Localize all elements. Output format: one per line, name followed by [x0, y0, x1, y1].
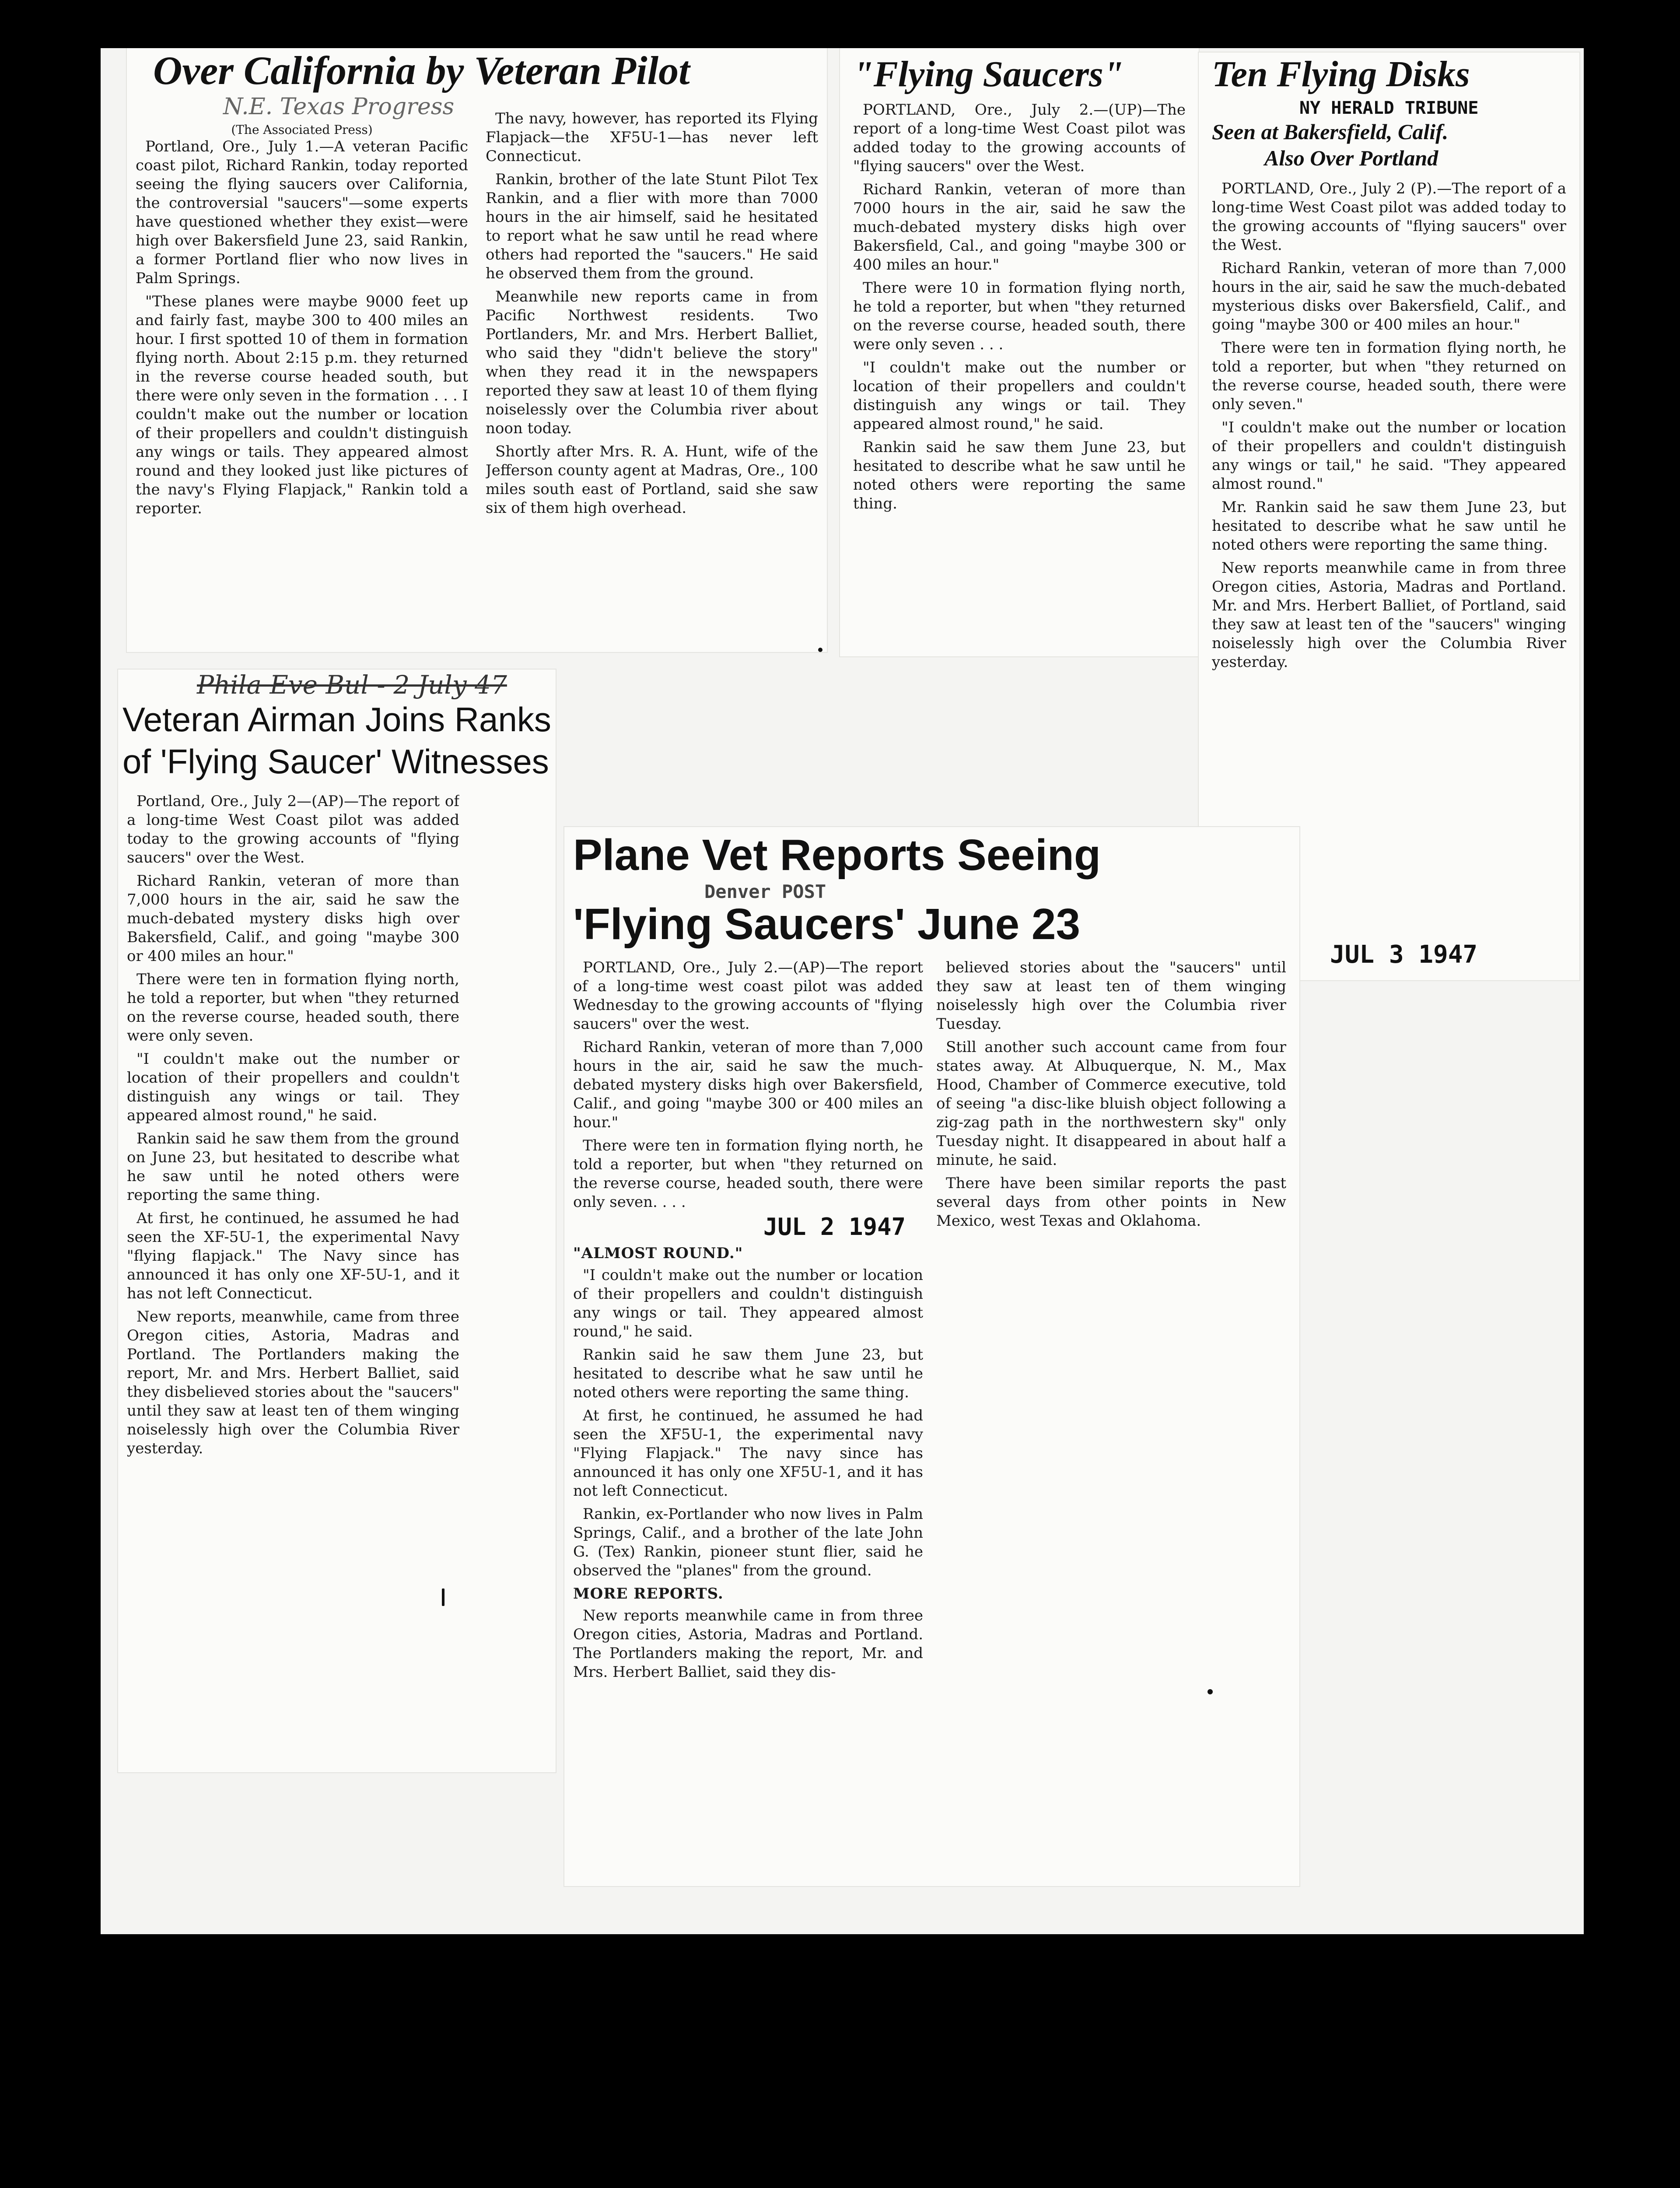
- paragraph: Richard Rankin, veteran of more than 7000 hours in the air, said he saw the much-debated mystery disks high over Bakersfield, Cal., and going "maybe 300 or 400 miles an hour.": [853, 181, 1186, 274]
- paragraph: Portland, Ore., July 2—(AP)—The report of a long-time West Coast pilot was added today to the growing accounts of "flying saucers" over the West.: [127, 792, 459, 866]
- paragraph: Portland, Ore., July 1.—A veteran Pacific coast pilot, Richard Rankin, today reported seeing the flying saucers over California, the controversial "saucers"—some experts have questioned whether they exist—were high over Bakersfield June 23, said Rankin, a former Portland flier who now lives in Palm Springs.: [136, 138, 468, 287]
- paragraph: Rankin said he saw them June 23, but hesitated to describe what he saw until he noted others were reporting the same thing.: [853, 438, 1186, 512]
- ink-speck: [818, 648, 822, 652]
- headline-veteran-airman: Veteran Airman Joins Ranks: [122, 700, 551, 739]
- column-plane-vet-1: [573, 958, 923, 1882]
- headline-plane-vet: Plane Vet Reports Seeing: [573, 831, 1101, 880]
- paragraph: "I couldn't make out the number or location of their propellers and couldn't distinguish any wings or tail. They appeared almost round," he said.: [127, 1050, 459, 1124]
- paragraph: "I couldn't make out the number or location of their propellers and couldn't distinguish any wings or tail," he said. "They appeared almost round.": [1212, 419, 1566, 493]
- source-stamp-denver-post: Denver POST: [704, 881, 826, 902]
- ink-speck: [442, 1588, 444, 1606]
- paragraph: Mr. Rankin said he saw them June 23, but hesitated to describe what he saw until he noted others were reporting the same thing.: [1212, 498, 1566, 554]
- paragraph: There were ten in formation flying north, he told a reporter, but when "they returned on the reverse course, headed south, there were only seven.": [1212, 339, 1566, 413]
- column-flying-saucers: [853, 101, 1186, 652]
- paragraph: New reports meanwhile came in from three Oregon cities, Astoria, Madras and Portland. The Portlanders making the report, Mr. and Mrs. Herbert Balliet, said they dis-: [573, 1607, 923, 1681]
- paragraph: Rankin said he saw them from the ground on June 23, but hesitated to describe what he saw until he noted others were reporting the same thing.: [127, 1130, 459, 1204]
- column-ten-flying: [1212, 179, 1566, 932]
- column-veteran-airman: [127, 792, 459, 1768]
- paragraph: Richard Rankin, veteran of more than 7,000 hours in the air, said he saw the much-debated mysterious disks over Bakersfield, Calif., and going "maybe 300 or 400 miles an hour.": [1212, 259, 1566, 333]
- wire-credit: (The Associated Press): [231, 123, 373, 137]
- column-california-1: [136, 123, 468, 648]
- column-california-2: [486, 109, 818, 643]
- paragraph: Rankin, brother of the late Stunt Pilot Tex Rankin, and a flier with more than 7000 hours in the air himself, said he hesitated to report what he saw until he read where others had reported the "saucers." He said he observed them from the ground.: [486, 171, 818, 282]
- paragraph: believed stories about the "saucers" until they saw at least ten of them winging noiselessly high over the Columbia river Tuesday.: [936, 959, 1286, 1033]
- paragraph: There have been similar reports the past several days from other points in New Mexico, west Texas and Oklahoma.: [936, 1175, 1286, 1230]
- scrapbook-page: [101, 48, 1584, 1934]
- paragraph: Rankin, ex-Portlander who now lives in Palm Springs, Calif., and a brother of the late John G. (Tex) Rankin, pioneer stunt flier, said he observed the "planes" from the ground.: [573, 1505, 923, 1579]
- handwritten-source-philadelphia: Phila Eve Bul - 2 July 47: [197, 670, 507, 700]
- paragraph: PORTLAND, Ore., July 2.—(AP)—The report of a long-time west coast pilot was added Wednesday to the growing accounts of "flying saucers" over the west.: [573, 959, 923, 1033]
- paragraph: Shortly after Mrs. R. A. Hunt, wife of the Jefferson county agent at Madras, Ore., 100 miles south east of Portland, said she saw six of them high overhead.: [486, 443, 818, 517]
- paragraph: Richard Rankin, veteran of more than 7,000 hours in the air, said he saw the much-debated mystery disks high over Bakersfield, Calif., and going "maybe 300 or 400 miles an hour.": [127, 872, 459, 965]
- clipping-over-california: [127, 48, 827, 652]
- paragraph: At first, he continued, he assumed he had seen the XF-5U-1, the experimental Navy "flying flapjack." The Navy since has announced it has only one XF-5U-1, and it has not left Connecticut.: [127, 1210, 459, 1302]
- subhead-bakersfield: Seen at Bakersfield, Calif.: [1212, 119, 1449, 144]
- clipping-veteran-airman: [118, 670, 556, 1772]
- paragraph: At first, he continued, he assumed he had seen the XF5U-1, the experimental navy "Flying Flapjack." The navy since has announced it has only one XF5U-1, and it has not left Connecticut.: [573, 1407, 923, 1500]
- headline-flying-saucers: "Flying Saucers": [853, 54, 1124, 95]
- subhead-almost-round: "ALMOST ROUND.": [573, 1245, 743, 1262]
- paragraph: "I couldn't make out the number or location of their propellers and couldn't distinguish any wings or tail. They appeared almost round," he said.: [573, 1266, 923, 1340]
- paragraph: New reports meanwhile came in from three Oregon cities, Astoria, Madras and Portland. Mr. and Mrs. Herbert Balliet, of Portland, said they saw at least ten of the "saucers" winging noiselessly high over the Columbia River yesterday.: [1212, 559, 1566, 671]
- ink-speck: [1208, 1689, 1213, 1694]
- paragraph: There were ten in formation flying north, he told a reporter, but when "they returned on the reverse course, headed south, there were only seven.: [127, 971, 459, 1045]
- clipping-flying-saucers: [840, 48, 1199, 656]
- subhead-more-reports: MORE REPORTS.: [573, 1585, 724, 1602]
- headline-over-california: Over California by Veteran Pilot: [153, 48, 690, 93]
- paragraph: There were ten in formation flying north, he told a reporter, but when "they returned on the reverse course, headed south, there were only seven. . . .: [573, 1137, 923, 1211]
- clipping-plane-vet: [564, 827, 1299, 1886]
- subhead-portland: Also Over Portland: [1264, 146, 1438, 170]
- source-stamp-herald-tribune: NY HERALD TRIBUNE: [1299, 98, 1479, 118]
- date-stamp-jul-2: JUL 2 1947: [763, 1213, 906, 1241]
- headline-ten-flying: Ten Flying Disks: [1212, 54, 1470, 95]
- paragraph: There were 10 in formation flying north, he told a reporter, but when "they returned on the reverse course, headed south, there were only seven . . .: [853, 279, 1186, 353]
- paragraph: Richard Rankin, veteran of more than 7,000 hours in the air, said he saw the much-debated mystery disks high over Bakersfield, Calif., and going "maybe 300 or 400 miles an hour.": [573, 1038, 923, 1131]
- paragraph: "I couldn't make out the number or location of their propellers and couldn't distinguish any wings or tail. They appeared almost round," he said.: [853, 359, 1186, 433]
- paragraph: The navy, however, has reported its Flying Flapjack—the XF5U-1—has never left Connecticut.: [486, 110, 818, 165]
- paragraph: "These planes were maybe 9000 feet up and fairly fast, maybe 300 to 400 miles an hour. I first spotted 10 of them in formation flying north. About 2:15 p.m. they returned in the reverse course headed south, but there were only seven in the formation . . . I couldn't make out the number or location of their propellers and couldn't distinguish any wings or tails. They appeared almost round and they looked just like pictures of the navy's Flying Flapjack," Rankin told a reporter.: [136, 293, 468, 517]
- paragraph: PORTLAND, Ore., July 2 (P).—The report of a long-time West Coast pilot was added today to the growing accounts of "flying saucers" over the West.: [1212, 180, 1566, 254]
- handwritten-source-note: N.E. Texas Progress: [223, 94, 455, 120]
- column-plane-vet-2: [936, 958, 1286, 1352]
- paragraph: Rankin said he saw them June 23, but hesitated to describe what he saw until he noted others were reporting the same thing.: [573, 1346, 923, 1401]
- paragraph: Meanwhile new reports came in from Pacific Northwest residents. Two Portlanders, Mr. and Mrs. Herbert Balliet, who said they "didn't believe the story" when they read it in the newspapers reported they saw at least 10 of them flying noiselessly over the Columbia river about noon today.: [486, 288, 818, 437]
- paragraph: Still another such account came from four states away. At Albuquerque, N. M., Max Hood, Chamber of Commerce executive, told of seeing "a disc-like bluish object following a zig-zag path in the northwestern sky" only Tuesday night. It disappeared in about half a minute, he said.: [936, 1038, 1286, 1169]
- date-stamp: JUL 3 1947: [1330, 940, 1478, 969]
- headline-flying-saucers-june: 'Flying Saucers' June 23: [573, 900, 1081, 949]
- paragraph: New reports, meanwhile, came from three Oregon cities, Astoria, Madras and Portland. The Portlanders making the report, Mr. and Mrs. Herbert Balliet, said they disbelieved stories about the "saucers" until they saw at least ten of them winging noiselessly high over the Columbia River yesterday.: [127, 1308, 459, 1457]
- headline-saucer-witnesses: of 'Flying Saucer' Witnesses: [122, 742, 549, 781]
- paragraph: PORTLAND, Ore., July 2.—(UP)—The report of a long-time West Coast pilot was added today to the growing accounts of "flying saucers" over the West.: [853, 101, 1186, 175]
